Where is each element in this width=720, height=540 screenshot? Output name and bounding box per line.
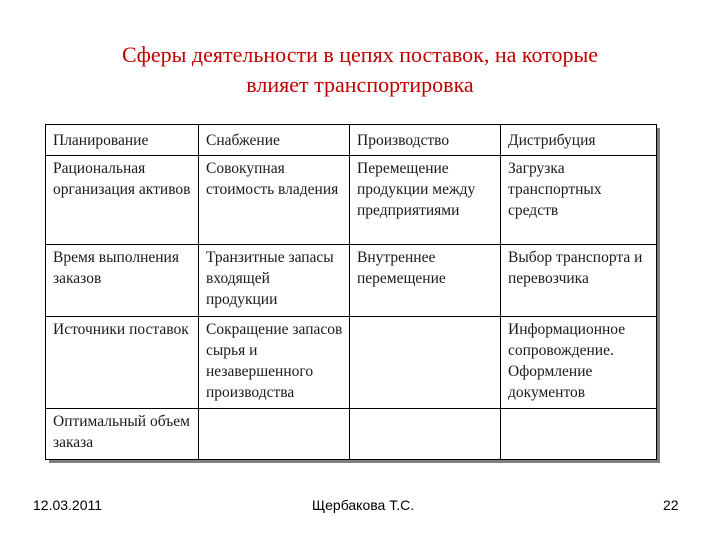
table-cell: [199, 409, 350, 460]
header-cell: Дистрибуция: [501, 125, 657, 156]
table-cell: Транзитные запасы входящей продукции: [199, 245, 350, 317]
slide-title-line-1: Сферы деятельности в цепях поставок, на которые: [121, 42, 599, 67]
table-cell: Рациональная организация активов: [46, 156, 199, 245]
table-cell: Сокращение запасов сырья и незавершенного производства: [199, 317, 350, 409]
table-row: [46, 156, 657, 245]
header-cell: Производство: [350, 125, 501, 156]
table-cell: [350, 317, 501, 409]
table-cell: Перемещение продукции между предприятиями: [350, 156, 501, 245]
table-cell: [501, 409, 657, 460]
footer-page-number: 22: [663, 497, 679, 513]
table-header-row: [46, 125, 657, 156]
footer-author: Щербакова Т.С.: [312, 497, 415, 513]
table-cell: Источники поставок: [46, 317, 199, 409]
header-cell: Планирование: [46, 125, 199, 156]
table-cell: Совокупная стоимость владения: [199, 156, 350, 245]
slide-title-line-2: влияет транспортировка: [246, 72, 474, 97]
table-row: [46, 245, 657, 317]
table-cell: Загрузка транспортных средств: [501, 156, 657, 245]
table-cell: Информационное сопровождение. Оформление документов: [501, 317, 657, 409]
table-cell: Оптимальный объем заказа: [46, 409, 199, 460]
activity-table: [45, 124, 657, 460]
table-cell: Время выполнения заказов: [46, 245, 199, 317]
table-cell: [350, 409, 501, 460]
table-row: [46, 409, 657, 460]
table-cell: Внутреннее перемещение: [350, 245, 501, 317]
slide-title: [60, 40, 660, 100]
table-row: [46, 317, 657, 409]
activity-table-container: [45, 124, 656, 459]
table-cell: Выбор транспорта и перевозчика: [501, 245, 657, 317]
header-cell: Снабжение: [199, 125, 350, 156]
footer-date: 12.03.2011: [33, 497, 103, 513]
